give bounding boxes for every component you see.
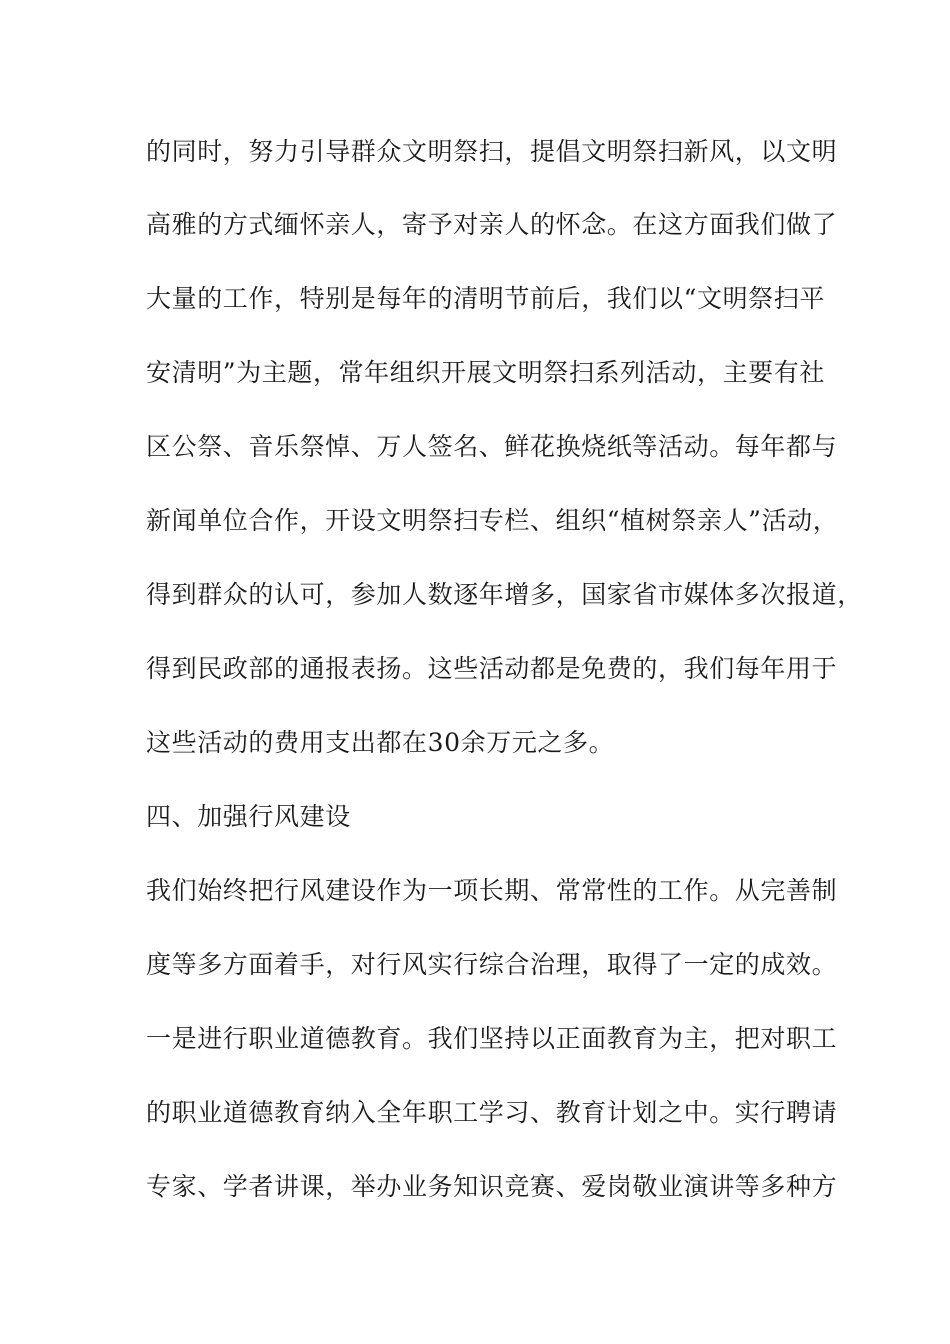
body-text-line: 高雅的方式缅怀亲人，寄予对亲人的怀念。在这方面我们做了 xyxy=(146,210,838,239)
body-text-line: 一是进行职业道德教育。我们坚持以正面教育为主，把对职工 xyxy=(146,1024,838,1053)
body-text-line: 区公祭、音乐祭悼、万人签名、鲜花换烧纸等活动。每年都与 xyxy=(146,432,838,461)
body-text-line: 的同时，努力引导群众文明祭扫，提倡文明祭扫新风，以文明 xyxy=(146,137,838,166)
section-heading: 四、加强行风建设 xyxy=(146,802,351,831)
body-text-line: 这些活动的费用支出都在30余万元之多。 xyxy=(146,728,615,757)
body-text-line: 新闻单位合作，开设文明祭扫专栏、组织“植树祭亲人”活动， xyxy=(146,506,839,535)
body-text-line: 专家、学者讲课，举办业务知识竞赛、爱岗敬业演讲等多种方 xyxy=(146,1172,838,1201)
body-text-line: 得到民政部的通报表扬。这些活动都是免费的，我们每年用于 xyxy=(146,654,838,683)
body-text-line: 的职业道德教育纳入全年职工学习、教育计划之中。实行聘请 xyxy=(146,1098,838,1127)
body-text-line: 大量的工作，特别是每年的清明节前后，我们以“文明祭扫平 xyxy=(146,284,825,313)
body-text-line: 我们始终把行风建设作为一项长期、常常性的工作。从完善制 xyxy=(146,876,838,905)
body-text-line: 度等多方面着手，对行风实行综合治理，取得了一定的成效。 xyxy=(146,950,838,979)
body-text-line: 得到群众的认可，参加人数逐年增多，国家省市媒体多次报道， xyxy=(146,580,863,609)
body-text-line: 安清明”为主题，常年组织开展文明祭扫系列活动，主要有社 xyxy=(146,358,825,387)
